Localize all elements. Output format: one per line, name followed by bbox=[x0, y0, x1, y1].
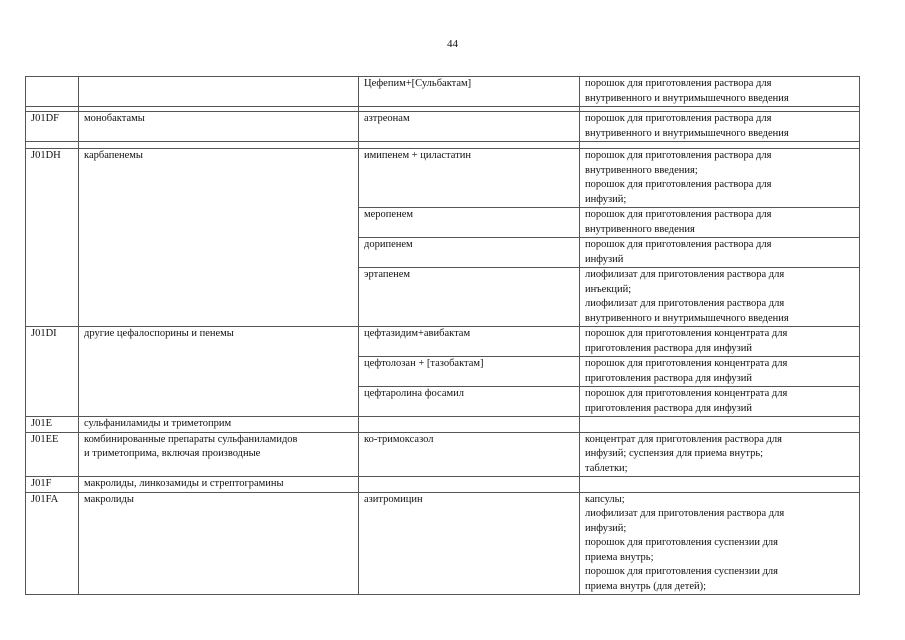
group-cell: карбапенемы bbox=[79, 149, 359, 327]
table-row bbox=[26, 112, 860, 142]
table-row bbox=[26, 477, 860, 493]
atc-code-cell: J01DH bbox=[26, 149, 79, 327]
drug-cell: азитромицин bbox=[359, 492, 580, 595]
atc-code-cell: J01DF bbox=[26, 112, 79, 142]
drug-cell: азтреонам bbox=[359, 112, 580, 142]
drug-cell: цефтолозан + [тазобактам] bbox=[359, 357, 580, 387]
drug-cell: эртапенем bbox=[359, 268, 580, 327]
drug-cell bbox=[359, 417, 580, 433]
group-cell bbox=[79, 77, 359, 107]
drug-cell: имипенем + циластатин bbox=[359, 149, 580, 208]
atc-code-cell: J01EE bbox=[26, 432, 79, 477]
group-cell: монобактамы bbox=[79, 112, 359, 142]
atc-code-cell bbox=[26, 77, 79, 107]
dosage-form-cell: порошок для приготовления концентрата для приготовления раствора для инфузий bbox=[580, 387, 860, 417]
dosage-form-cell: порошок для приготовления раствора для внутривенного и внутримышечного введения bbox=[580, 77, 860, 107]
table-spacer-row bbox=[26, 142, 860, 149]
table-row bbox=[26, 327, 860, 357]
dosage-form-cell bbox=[580, 477, 860, 493]
atc-code-cell: J01F bbox=[26, 477, 79, 493]
dosage-form-cell: порошок для приготовления концентрата для приготовления раствора для инфузий bbox=[580, 327, 860, 357]
drug-cell: ко-тримоксазол bbox=[359, 432, 580, 477]
atc-code-cell: J01FA bbox=[26, 492, 79, 595]
drug-cell: цефтазидим+авибактам bbox=[359, 327, 580, 357]
dosage-form-cell: лиофилизат для приготовления раствора для инъекций; лиофилизат для приготовления раствора для внутривенного и внутримышечного введения bbox=[580, 268, 860, 327]
table-row bbox=[26, 149, 860, 208]
group-cell: макролиды, линкозамиды и стрептограмины bbox=[79, 477, 359, 493]
drug-cell: меропенем bbox=[359, 208, 580, 238]
dosage-form-cell: капсулы; лиофилизат для приготовления раствора для инфузий; порошок для приготовления суспензии для приема внутрь; порошок для приготовления суспензии для приема внутрь (для детей); bbox=[580, 492, 860, 595]
dosage-form-cell: концентрат для приготовления раствора для инфузий; суспензия для приема внутрь; таблетки; bbox=[580, 432, 860, 477]
dosage-form-cell: порошок для приготовления раствора для инфузий bbox=[580, 238, 860, 268]
drug-cell: цефтаролина фосамил bbox=[359, 387, 580, 417]
table-row bbox=[26, 417, 860, 433]
page-number: 44 bbox=[447, 38, 458, 50]
dosage-form-cell bbox=[580, 417, 860, 433]
table-row bbox=[26, 492, 860, 595]
drug-cell: Цефепим+[Сульбактам] bbox=[359, 77, 580, 107]
medication-table bbox=[25, 76, 860, 595]
atc-code-cell: J01E bbox=[26, 417, 79, 433]
group-cell: сульфаниламиды и триметоприм bbox=[79, 417, 359, 433]
group-cell: макролиды bbox=[79, 492, 359, 595]
table-row bbox=[26, 432, 860, 477]
drug-cell: дорипенем bbox=[359, 238, 580, 268]
group-cell: другие цефалоспорины и пенемы bbox=[79, 327, 359, 417]
dosage-form-cell: порошок для приготовления раствора для внутривенного и внутримышечного введения bbox=[580, 112, 860, 142]
atc-code-cell: J01DI bbox=[26, 327, 79, 417]
group-cell: комбинированные препараты сульфаниламидов и триметоприма, включая производные bbox=[79, 432, 359, 477]
dosage-form-cell: порошок для приготовления концентрата для приготовления раствора для инфузий bbox=[580, 357, 860, 387]
table-row bbox=[26, 77, 860, 107]
dosage-form-cell: порошок для приготовления раствора для внутривенного введения; порошок для приготовления раствора для инфузий; bbox=[580, 149, 860, 208]
drug-cell bbox=[359, 477, 580, 493]
dosage-form-cell: порошок для приготовления раствора для внутривенного введения bbox=[580, 208, 860, 238]
